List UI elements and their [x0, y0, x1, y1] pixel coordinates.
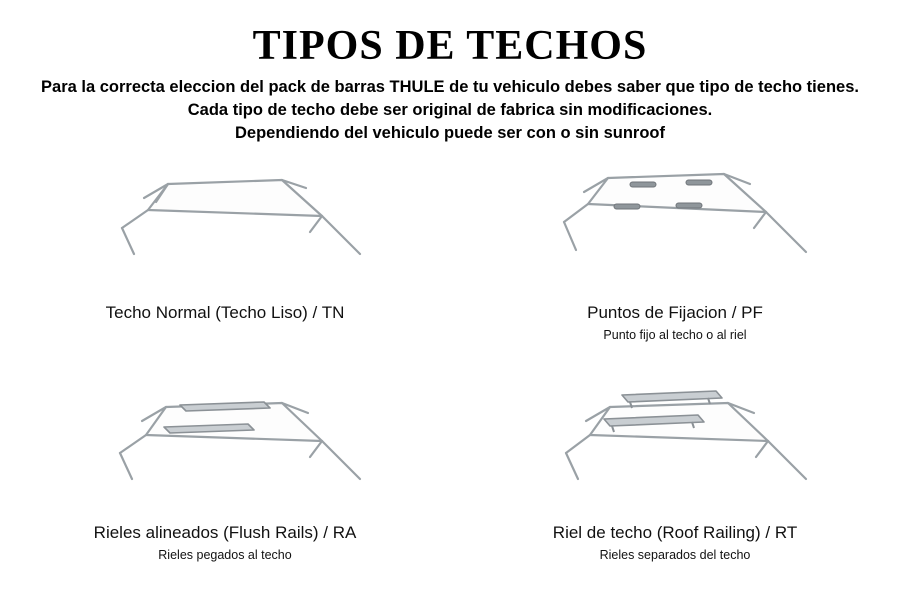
intro-line-2: Cada tipo de techo debe ser original de fabrica sin modificaciones. [187, 101, 713, 119]
roof-type-card-pf [450, 158, 900, 373]
roof-type-caption-pf: Puntos de Fijacion / PF [587, 303, 763, 322]
roof-type-card-tn [0, 158, 450, 373]
intro-line-3: Dependiendo del vehiculo puede ser con o sin sunroof [235, 124, 665, 142]
roof-type-grid [0, 158, 900, 588]
roof-type-subcaption-ra: Rieles pegados al techo [158, 548, 292, 562]
roof-type-card-ra [0, 373, 450, 588]
roof-plain-icon [60, 158, 390, 303]
roof-railing-icon [510, 373, 840, 518]
roof-type-caption-tn: Techo Normal (Techo Liso) / TN [105, 303, 345, 322]
roof-fixpoints-icon [510, 158, 840, 303]
roof-flushrails-icon [60, 373, 390, 518]
roof-type-card-rt [450, 373, 900, 588]
roof-type-caption-ra: Rieles alineados (Flush Rails) / RA [93, 523, 357, 542]
intro-line-1: Para la correcta eleccion del pack de barras THULE de tu vehiculo debes saber que tipo de techo tienes. [41, 78, 859, 96]
roof-type-subcaption-rt: Rieles separados del techo [599, 548, 751, 562]
page-title: TIPOS DE TECHOS [252, 23, 648, 69]
content-sheet [0, 8, 900, 584]
roof-type-subcaption-pf: Punto fijo al techo o al riel [603, 328, 747, 342]
roof-type-caption-rt: Riel de techo (Roof Railing) / RT [552, 523, 798, 542]
